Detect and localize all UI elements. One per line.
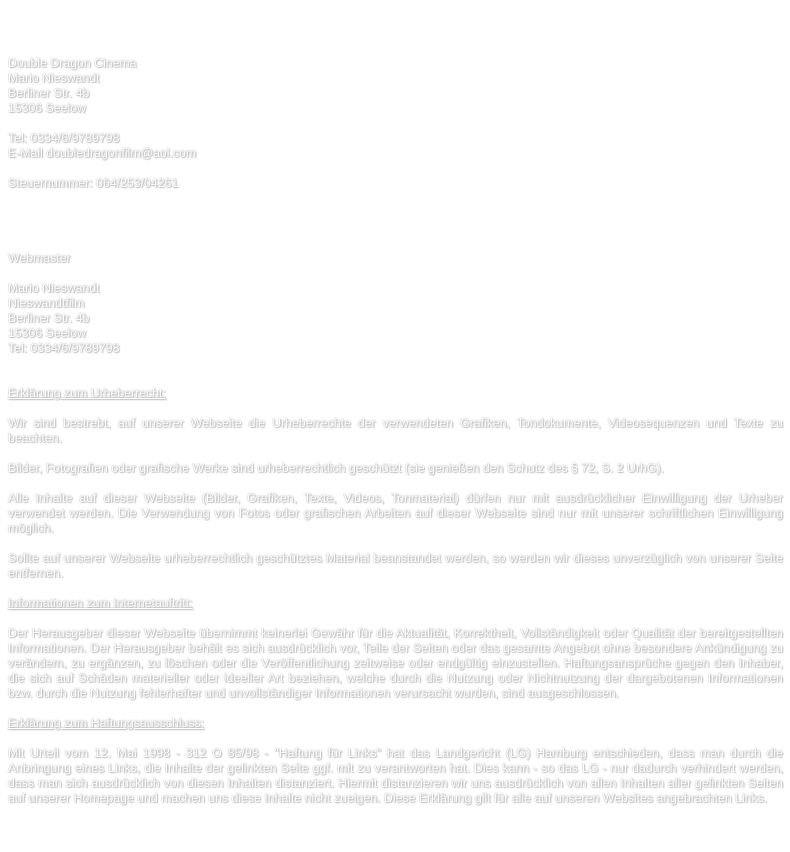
paragraph: Mit Urteil vom 12. Mai 1998 - 312 O 85/98 - "Haftung für Links" hat das Landgericht (LG) Hamburg entschieden, dass man durch die Anbringung eines Links, die Inhalte der gelinkten Seite ggf. mit zu verantworten hat. Dies kann - so das LG - nur dadurch verhindert werden, dass man sich ausdrücklich von diesen Inhalten distanziert. Hiermit distanzieren wir uns ausdrücklich von allen Inhalten aller gelinkten Seiten auf unserer Homepage und machen uns diese Inhalte nicht zueigen. Diese Erklärung gilt für alle auf unseren Websites angebrachten Links. — [8, 746, 783, 805]
section-heading-liability: Erklärung zum Haftungsausschluss: — [8, 716, 205, 730]
paragraph: Wir sind bestrebt, auf unserer Webseite die Urheberrechte der verwendeten Grafiken, Tondokumente, Videosequenzen und Texte zu beachten. — [8, 416, 783, 445]
paragraph: Bilder, Fotografien oder grafische Werke sind urheberrechtlich geschützt (sie genießen den Schutz des § 72, S. 2 UrhG). — [8, 461, 664, 475]
paragraph: Sollte auf unserer Webseite urheberrechtlich geschütztes Material beanstandet werden, so werden wir dieses unverzüglich von unserer Seite entfernen. — [8, 551, 783, 580]
section-internet — [8, 596, 783, 701]
impressum-content — [8, 56, 783, 821]
owner-name: Mario Nieswandt — [8, 71, 100, 85]
section-heading-internet: Informationen zum Internetauftritt: — [8, 596, 193, 610]
company-name: Double Dragon Cinema — [8, 56, 137, 70]
webmaster-company: Nieswandtfilm — [8, 296, 85, 310]
webmaster-block — [8, 251, 783, 356]
section-copyright — [8, 386, 783, 581]
street: Berliner Str. 4b — [8, 86, 90, 100]
section-liability — [8, 716, 783, 806]
webmaster-title: Webmaster — [8, 251, 71, 265]
email[interactable]: E-Mail doubledragonfilm@aol.com — [8, 146, 197, 160]
section-heading-copyright: Erklärung zum Urheberrecht: — [8, 386, 166, 400]
webmaster-phone: Tel: 0334/6/9789798 — [8, 341, 120, 355]
paragraph: Alle Inhalte auf dieser Webseite (Bilder, Grafiken, Texte, Videos, Tonmaterial) dürfen nur mit ausdrücklicher Einwilligung der Urheber verwendet werden. Die Verwendung von Fotos oder grafischen Arbeiten auf dieser Webseite sind nur mit unserer schriftlichen Einwilligung möglich. — [8, 491, 783, 535]
tax-number: Steuernummer: 064/253/04261 — [8, 176, 179, 190]
address-block — [8, 56, 783, 191]
phone: Tel: 0334/6/9789798 — [8, 131, 120, 145]
paragraph: Der Herausgeber dieser Webseite übernimmt keinerlei Gewähr für die Aktualität, Korrektheit, Vollständigkeit oder Qualität der bereitgestellten Informationen. Der Herausgeber behält es sich ausdrücklich vor, Teile der Seiten oder das gesamte Angebot ohne besondere Ankündigung zu verändern, zu ergänzen, zu löschen oder die Veröffentlichung zeitweise oder endgültig einzustellen. Haftungsansprüche gegen den Inhaber, die sich auf Schäden materieller oder ideeller Art beziehen, welche durch die Nutzung oder Nichtnutzung der dargebotenen Informationen bzw. durch die Nutzung fehlerhafter und unvollständiger Informationen verursacht wurden, sind ausgeschlossen. — [8, 626, 783, 700]
webmaster-street: Berliner Str. 4b — [8, 311, 90, 325]
city: 15306 Seelow — [8, 101, 86, 115]
webmaster-city: 15306 Seelow — [8, 326, 86, 340]
webmaster-name: Mario Nieswandt — [8, 281, 100, 295]
